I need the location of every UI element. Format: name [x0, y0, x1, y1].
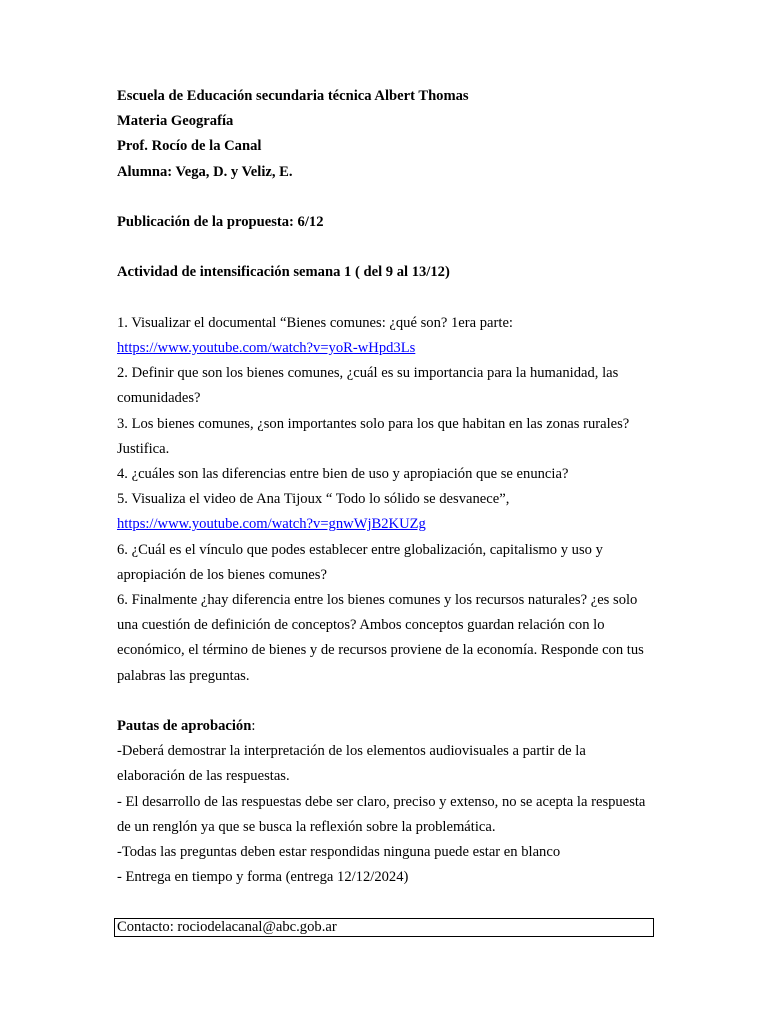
spacer	[117, 286, 657, 311]
item-3: 3. Los bienes comunes, ¿son importantes solo para los que habitan en las zonas rurales? Justifica.	[117, 415, 630, 457]
publication-date: Publicación de la propuesta: 6/12	[117, 214, 324, 230]
guideline-3: -Todas las preguntas deben estar respondidas ninguna puede estar en blanco	[117, 844, 561, 861]
item-5-text: 5. Visualiza el video de Ana Tijoux “ Todo lo sólido se desvanece”,	[117, 491, 510, 508]
activity-title: Actividad de intensificación semana 1 ( del 9 al 13/12)	[117, 264, 450, 281]
student-names: Alumna: Vega, D. y Veliz, E.	[117, 163, 293, 180]
contact-box: Contacto: rociodelacanal@abc.gob.ar	[114, 918, 654, 937]
teacher-name: Prof. Rocío de la Canal	[117, 138, 262, 155]
document-body	[117, 84, 657, 890]
spacer	[117, 185, 657, 210]
guidelines-colon: :	[251, 718, 256, 735]
guideline-2: - El desarrollo de las respuestas debe ser claro, preciso y extenso, no se acepta la respuesta de un renglón ya que se busca la reflexión sobre la problemática.	[117, 793, 646, 835]
item-1-text: 1. Visualizar el documental “Bienes comunes: ¿qué son? 1era parte:	[117, 314, 513, 331]
item-2: 2. Definir que son los bienes comunes, ¿cuál es su importancia para la humanidad, las comunidades?	[117, 365, 619, 407]
guidelines-heading	[117, 714, 657, 739]
guidelines-title: Pautas de aprobación	[117, 718, 252, 735]
item-6a: 6. ¿Cuál es el vínculo que podes establecer entre globalización, capitalismo y uso y apropiación de los bienes comunes?	[117, 541, 603, 583]
guideline-1: -Deberá demostrar la interpretación de los elementos audiovisuales a partir de la elaboración de las respuestas.	[117, 743, 586, 785]
item-6b: 6. Finalmente ¿hay diferencia entre los bienes comunes y los recursos naturales? ¿es solo una cuestión de definición de conceptos? Ambos conceptos guardan relación con lo económico, el término de bienes y de recursos proviene de la economía. Responde con tus palabras las preguntas.	[117, 592, 644, 684]
youtube-link-documentary[interactable]: https://www.youtube.com/watch?v=yoR-wHpd3Ls	[117, 339, 416, 356]
subject-name: Materia Geografía	[117, 113, 234, 130]
school-name: Escuela de Educación secundaria técnica Albert Thomas	[117, 88, 469, 104]
spacer	[117, 235, 657, 260]
youtube-link-music-video[interactable]: https://www.youtube.com/watch?v=gnwWjB2KUZg	[117, 516, 426, 533]
item-4: 4. ¿cuáles son las diferencias entre bien de uso y apropiación que se enuncia?	[117, 466, 569, 482]
guideline-4: - Entrega en tiempo y forma (entrega 12/12/2024)	[117, 869, 409, 886]
spacer	[117, 689, 657, 714]
